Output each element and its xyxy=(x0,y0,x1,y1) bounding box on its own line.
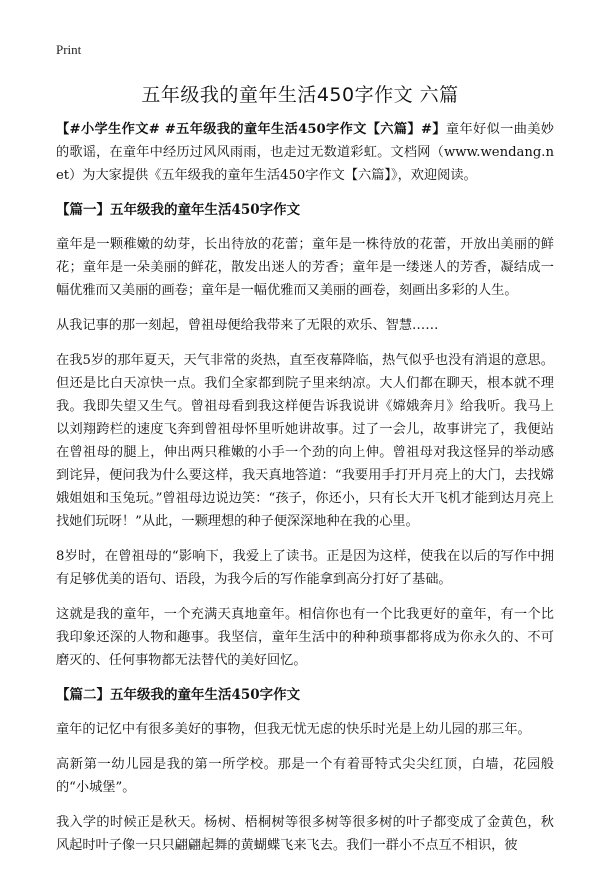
section1-paragraph: 在我5岁的那年夏天，天气非常的炎热，直至夜幕降临，热气似乎也没有消退的意思。但还是比白天凉快一点。我们全家都到院子里来纳凉。大人们都在聊天，根本就不理我。我即失望又生气。曾祖母看到我这样便告诉我说讲《嫦娥奔月》给我听。我马上以刘翔跨栏的速度飞奔到曾祖母怀里听她讲故事。过了一会儿，故事讲完了，我便站在曾祖母的腿上，伸出两只稚嫩的小手一个劲的向上伸。曾祖母对我这怪异的举动感到诧异，便问我为什么要这样，我天真地答道：“我要用手打开月亮上的大门，去找嫦娥姐姐和玉兔玩。”曾祖母边说边笑：“孩子，你还小，只有长大开飞机才能到达月亮上找她们玩呀！”从此，一颗理想的种子便深深地种在我的心里。 xyxy=(56,353,554,529)
print-label: Print xyxy=(56,42,82,57)
section2-paragraph: 我入学的时候正是秋天。杨树、梧桐树等很多树等很多树的叶子都变成了金黄色，秋风起时叶子像一只只翩翩起舞的黄蝴蝶飞来飞去。我们一群小不点互不相识，彼 xyxy=(56,815,554,853)
document-title: 五年级我的童年生活450字作文 六篇 xyxy=(141,84,459,106)
section1-paragraph: 这就是我的童年，一个充满天真地童年。相信你也有一个比我更好的童年，有一个比我印象还深的人物和趣事。我坚信，童年生活中的种种琐事都将成为你永久的、不可磨灭的、任何事物都无法替代的美好回忆。 xyxy=(56,607,554,668)
section2-paragraph: 高新第一幼儿园是我的第一所学校。那是一个有着哥特式尖尖红顶，白墙，花园般的“小城堡”。 xyxy=(56,757,554,795)
intro-tag: 【#小学生作文# #五年级我的童年生活450字作文【六篇】#】 xyxy=(56,122,446,137)
section1-paragraph: 8岁时，在曾祖母的“影响下，我爱上了读书。正是因为这样，使我在以后的写作中拥有足够优美的语句、语段，为我今后的写作能拿到高分打好了基础。 xyxy=(56,549,554,587)
section1-heading: 【篇一】五年级我的童年生活450字作文 xyxy=(56,202,301,218)
section1-paragraph: 从我记事的那一刻起，曾祖母便给我带来了无限的欢乐、智慧…… xyxy=(56,318,439,333)
section2-heading: 【篇二】五年级我的童年生活450字作文 xyxy=(56,687,301,703)
section2-paragraph: 童年的记忆中有很多美好的事物，但我无忧无虑的快乐时光是上幼儿园的那三年。 xyxy=(56,722,531,737)
intro-paragraph xyxy=(56,118,554,187)
intro-text: 童年好似一曲美妙的歌谣，在童年中经历过风风雨雨，也走过无数道彩虹。文档网（www.wendang.net）为大家提供《五年级我的童年生活450字作文【六篇】》，欢迎阅读。 xyxy=(56,122,554,183)
section1-paragraph: 童年是一颗稚嫩的幼芽，长出待放的花蕾；童年是一株待放的花蕾，开放出美丽的鲜花；童年是一朵美丽的鲜花，散发出迷人的芳香；童年是一缕迷人的芳香，凝结成一幅优雅而又美丽的画卷；童年是一幅优雅而又美丽的画卷，刻画出多彩的人生。 xyxy=(56,237,554,298)
document-body xyxy=(56,118,554,869)
